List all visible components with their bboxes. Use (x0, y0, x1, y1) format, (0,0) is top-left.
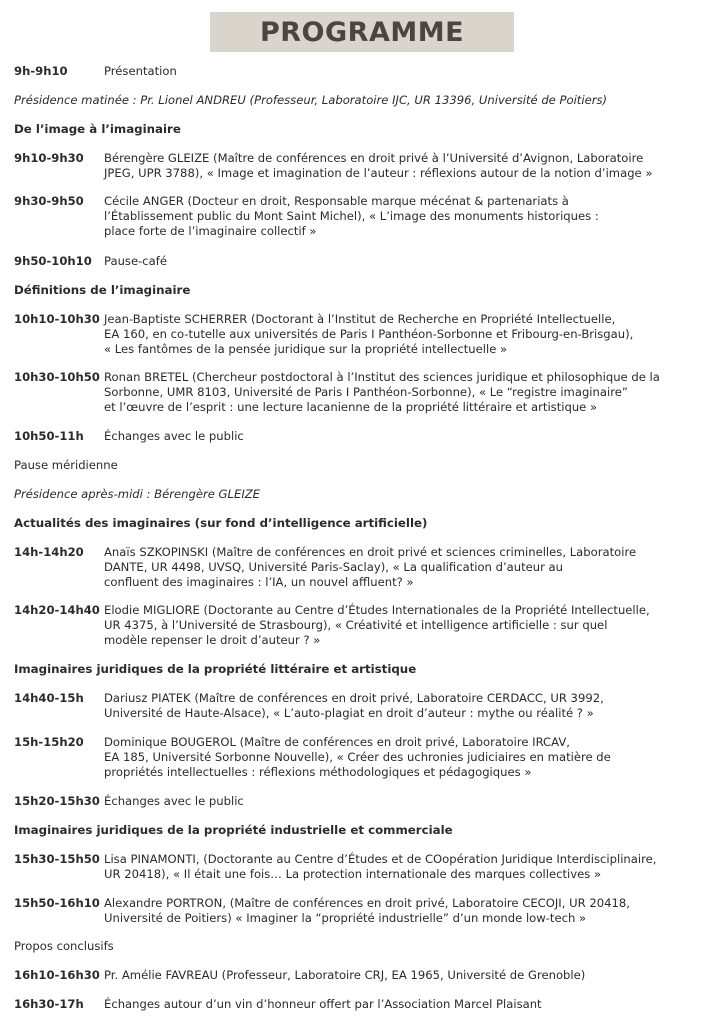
section-heading: Imaginaires juridiques de la propriété littéraire et artistique (14, 662, 417, 676)
section-heading: Actualités des imaginaires (sur fond d’intelligence artificielle) (14, 516, 428, 530)
item-line: modèle repenser le droit d’auteur ? » (104, 633, 321, 647)
item-time: 9h30-9h50 (14, 194, 84, 208)
item-time: 15h30-15h50 (14, 852, 100, 866)
item-line: propriétés intellectuelles : réflexions méthodologiques et pédagogiques » (104, 765, 532, 779)
item-time: 16h10-16h30 (14, 968, 100, 982)
item-line: Cécile ANGER (Docteur en droit, Responsable marque mécénat & partenariats à (104, 194, 569, 208)
item-text: Échanges avec le public (104, 794, 244, 808)
item-time: 15h20-15h30 (14, 794, 100, 808)
item-line: Elodie MIGLIORE (Doctorante au Centre d’Études Internationales de la Propriété Intellectuelle, (104, 603, 650, 617)
item-line: EA 160, en co-tutelle aux universités de Paris I Panthéon-Sorbonne et Fribourg-en-Brisgau), (104, 327, 634, 341)
item-line: EA 185, Université Sorbonne Nouvelle), « Créer des uchronies judiciaires en matière de (104, 750, 611, 764)
section-heading: Imaginaires juridiques de la propriété industrielle et commerciale (14, 823, 453, 837)
section-heading: Définitions de l’imaginaire (14, 283, 191, 297)
item-text: Échanges autour d’un vin d’honneur offert par l’Association Marcel Plaisant (104, 997, 542, 1011)
item-line: Lisa PINAMONTI, (Doctorante au Centre d’Études et de COopération Juridique Interdisciplinaire, (104, 852, 657, 866)
afternoon-chair: Présidence après-midi : Bérengère GLEIZE (14, 487, 261, 501)
item-time: 9h50-10h10 (14, 254, 92, 268)
item-time: 14h40-15h (14, 691, 84, 705)
item-text: Échanges avec le public (104, 429, 244, 443)
item-line: Jean-Baptiste SCHERRER (Doctorant à l’Institut de Recherche en Propriété Intellectuelle, (104, 312, 616, 326)
item-line: confluent des imaginaires : l’IA, un nouvel affluent? » (104, 575, 414, 589)
title-banner (210, 12, 514, 52)
morning-chair: Présidence matinée : Pr. Lionel ANDREU (Professeur, Laboratoire IJC, UR 13396, Université de Poitiers) (14, 93, 608, 107)
item-line: UR 4375, à l’Université de Strasbourg), « Créativité et intelligence artificielle : sur quel (104, 618, 608, 632)
item-line: JPEG, UPR 3788), « Image et imagination de l’auteur : réflexions autour de la notion d’image » (104, 166, 653, 180)
item-time: 14h20-14h40 (14, 603, 100, 617)
closing-remarks: Propos conclusifs (14, 939, 114, 953)
item-line: Ronan BRETEL (Chercheur postdoctoral à l’Institut des sciences juridique et philosophique de la (104, 370, 660, 384)
item-time: 15h50-16h10 (14, 896, 100, 910)
item-time: 10h50-11h (14, 429, 84, 443)
item-time: 9h-9h10 (14, 64, 68, 78)
item-line: l’Établissement public du Mont Saint Michel), « L’image des monuments historiques : (104, 209, 599, 223)
item-line: Alexandre PORTRON, (Maître de conférences en droit privé, Laboratoire CECOJI, UR 20418, (104, 896, 630, 910)
item-line: Université de Poitiers) « Imaginer la “propriété industrielle” d’un monde low-tech » (104, 911, 587, 925)
item-line: « Les fantômes de la pensée juridique sur la propriété intellectuelle » (104, 342, 508, 356)
item-line: Anaïs SZKOPINSKI (Maître de conférences en droit privé et sciences criminelles, Laboratoire (104, 545, 637, 559)
item-text: Pause-café (104, 254, 167, 268)
item-line: Bérengère GLEIZE (Maître de conférences en droit privé à l’Université d’Avignon, Laboratoire (104, 151, 644, 165)
item-line: Dominique BOUGEROL (Maître de conférences en droit privé, Laboratoire IRCAV, (104, 735, 570, 749)
page-title: PROGRAMME (259, 16, 465, 48)
item-text: Présentation (104, 64, 177, 78)
item-time: 15h-15h20 (14, 735, 84, 749)
item-time: 10h10-10h30 (14, 312, 100, 326)
item-line: DANTE, UR 4498, UVSQ, Université Paris-Saclay), « La qualification d’auteur au (104, 560, 564, 574)
item-time: 16h30-17h (14, 997, 84, 1011)
item-line: Dariusz PIATEK (Maître de conférences en droit privé, Laboratoire CERDACC, UR 3992, (104, 691, 604, 705)
section-heading: De l’image à l’imaginaire (14, 122, 181, 136)
item-line: Université de Haute-Alsace), « L’auto-plagiat en droit d’auteur : mythe ou réalité ? » (104, 706, 594, 720)
item-line: et l’œuvre de l’esprit : une lecture lacanienne de la propriété littéraire et artistique » (104, 400, 598, 414)
item-time: 10h30-10h50 (14, 370, 100, 384)
lunch-break: Pause méridienne (14, 458, 118, 472)
item-time: 14h-14h20 (14, 545, 84, 559)
item-text: Pr. Amélie FAVREAU (Professeur, Laboratoire CRJ, EA 1965, Université de Grenoble) (104, 968, 586, 982)
item-line: UR 20418), « Il était une fois… La protection internationale des marques collectives » (104, 867, 602, 881)
item-line: Sorbonne, UMR 8103, Université de Paris I Panthéon-Sorbonne), « Le “registre imaginaire” (104, 385, 628, 399)
item-line: place forte de l’imaginaire collectif » (104, 224, 317, 238)
item-time: 9h10-9h30 (14, 151, 84, 165)
